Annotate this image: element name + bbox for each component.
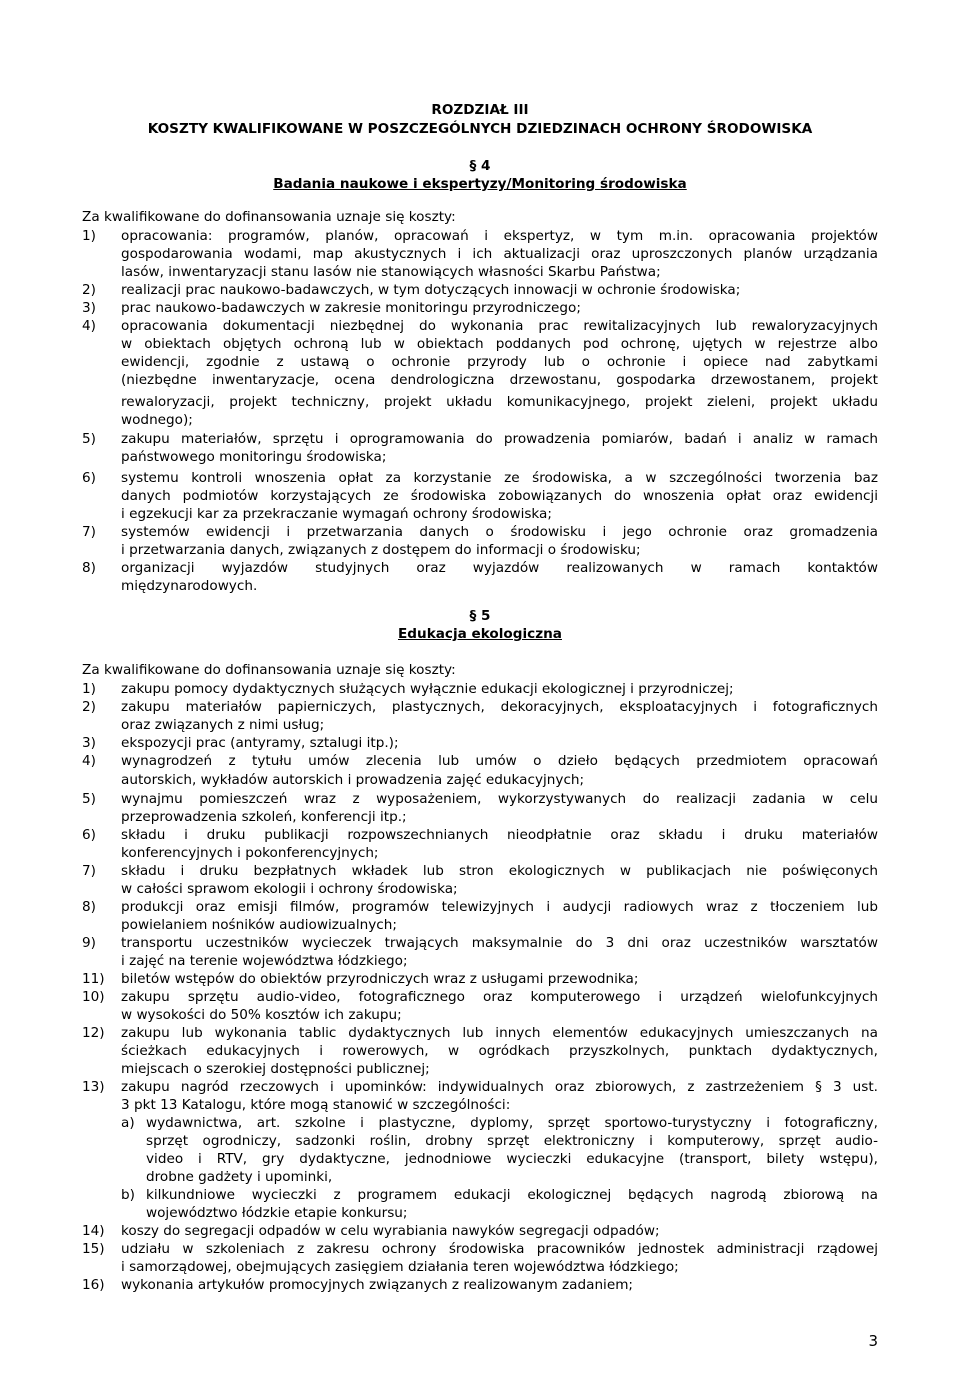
item-line: zakupu materiałów, sprzętu i oprogramowania do prowadzenia pomiarów, badań i analiz w ramach	[121, 431, 878, 447]
item-line: biletów wstępów do obiektów przyrodniczych wraz z usługami przewodnika;	[121, 971, 639, 987]
item-line: w obiektach objętych ochroną lub w obiektach poddanych pod ochronę, ujętych w rejestrze albo	[121, 336, 878, 352]
item-line: konferencyjnych i pokonferencyjnych;	[121, 845, 379, 861]
subitem-line: województwo łódzkie etapie konkursu;	[146, 1205, 408, 1221]
item-line: zakupu lub wykonania tablic dydaktycznych lub innych elementów edukacyjnych umieszczanych na	[121, 1025, 878, 1041]
item-number: 14)	[82, 1223, 105, 1239]
item-line: państwowego monitoringu środowiska;	[121, 449, 387, 465]
item-number: 5)	[82, 431, 96, 447]
section-4-intro: Za kwalifikowane do dofinansowania uznaje się koszty:	[82, 209, 456, 225]
item-line: opracowania: programów, planów, opracowań i ekspertyz, w tym m.in. opracowania projektów	[121, 228, 878, 244]
item-number: 13)	[82, 1079, 105, 1095]
item-line: w wysokości do 50% kosztów ich zakupu;	[121, 1007, 402, 1023]
item-line: danych podmiotów korzystających ze środowiska zobowiązanych do wnoszenia opłat oraz ewidencji	[121, 488, 878, 504]
item-number: 3)	[82, 735, 96, 751]
item-line: autorskich, wykładów autorskich i prowadzenia zajęć edukacyjnych;	[121, 772, 585, 788]
item-number: 8)	[82, 560, 96, 576]
item-line: miejscach o szerokiej dostępności publicznej;	[121, 1061, 430, 1077]
item-line: zakupu materiałów papierniczych, plastycznych, dekoracyjnych, eksploatacyjnych i fotograficznych	[121, 699, 878, 715]
item-line: opracowania dokumentacji niezbędnej do wykonania prac rewitalizacyjnych lub rewaloryzacyjnych	[121, 318, 878, 334]
item-number: 1)	[82, 681, 96, 697]
item-line: i zajęć na terenie województwa łódzkiego;	[121, 953, 408, 969]
item-line: zakupu sprzętu audio-video, fotograficznego oraz komputerowego i urządzeń wielofunkcyjnych	[121, 989, 878, 1005]
item-line: wynagrodzeń z tytułu umów zlecenia lub umów o dzieło będących przedmiotem opracowań	[121, 753, 878, 769]
item-number: 12)	[82, 1025, 105, 1041]
item-line: realizacji prac naukowo-badawczych, w tym dotyczących innowacji w ochronie środowiska;	[121, 282, 741, 298]
item-line: powielaniem nośników audiowizualnych;	[121, 917, 397, 933]
item-number: 3)	[82, 300, 96, 316]
subitem-line: kilkundniowe wycieczki z programem edukacji ekologicznej będących nagrodą zbiorową na	[146, 1187, 878, 1203]
item-number: 5)	[82, 791, 96, 807]
section-4-number: § 4	[469, 158, 491, 174]
item-line: i egzekucji kar za przekraczanie wymagań ochrony środowiska;	[121, 506, 552, 522]
item-line: gospodarowania wodami, map akustycznych i ich aktualizacji oraz uproszczonych planów urządzania	[121, 246, 878, 262]
item-number: 2)	[82, 282, 96, 298]
item-line: udziału w szkoleniach z zakresu ochrony środowiska pracowników jednostek administracji rządowej	[121, 1241, 878, 1257]
item-number: 6)	[82, 827, 96, 843]
item-line: prac naukowo-badawczych w zakresie monitoringu przyrodniczego;	[121, 300, 581, 316]
item-number: 7)	[82, 863, 96, 879]
item-number: 4)	[82, 753, 96, 769]
subitem-line: video i RTV, gry dydaktyczne, jednodniowe wycieczki edukacyjne (transport, bilety wstępu),	[146, 1151, 878, 1167]
item-number: 16)	[82, 1277, 105, 1293]
item-line: wynajmu pomieszczeń wraz z wyposażeniem, wykorzystywanych do realizacji zadania w celu	[121, 791, 878, 807]
item-line: wykonania artykułów promocyjnych związanych z realizowanym zadaniem;	[121, 1277, 634, 1293]
item-line: lasów, inwentaryzacji stanu lasów nie stanowiących własności Skarbu Państwa;	[121, 264, 661, 280]
item-line: produkcji oraz emisji filmów, programów telewizyjnych i audycji radiowych wraz z tłoczeniem lub	[121, 899, 878, 915]
section-5-number: § 5	[469, 608, 491, 624]
item-number: 6)	[82, 470, 96, 486]
chapter-title: ROZDZIAŁ III	[431, 102, 529, 118]
item-line: rewaloryzacji, projekt techniczny, projekt układu komunikacyjnego, projekt zieleni, projekt układu	[121, 394, 878, 410]
subitem-line: wydawnictwa, art. szkolne i plastyczne, dyplomy, sprzęt sportowo-turystyczny i fotograficzny,	[146, 1115, 878, 1131]
item-number: 2)	[82, 699, 96, 715]
item-line: oraz związanych z nimi usług;	[121, 717, 325, 733]
item-line: organizacji wyjazdów studyjnych oraz wyjazdów realizowanych w ramach kontaktów	[121, 560, 878, 576]
page-number: 3	[868, 1332, 878, 1350]
subitem-line: drobne gadżety i upominki,	[146, 1169, 333, 1185]
item-line: i samorządowej, obejmujących zasięgiem działania teren województwa łódzkiego;	[121, 1259, 679, 1275]
item-number: 4)	[82, 318, 96, 334]
item-number: 8)	[82, 899, 96, 915]
item-line: 3 pkt 13 Katalogu, które mogą stanowić w szczególności:	[121, 1097, 511, 1113]
item-line: koszy do segregacji odpadów w celu wyrabiania nawyków segregacji odpadów;	[121, 1223, 660, 1239]
subitem-letter: b)	[121, 1187, 135, 1203]
item-number: 11)	[82, 971, 105, 987]
chapter-subtitle: KOSZTY KWALIFIKOWANE W POSZCZEGÓLNYCH DZIEDZINACH OCHRONY ŚRODOWISKA	[147, 121, 813, 137]
item-line: w całości sprawom ekologii i ochrony środowiska;	[121, 881, 458, 897]
item-line: i przetwarzania danych, związanych z dostępem do informacji o środowisku;	[121, 542, 641, 558]
section-4-title: Badania naukowe i ekspertyzy/Monitoring środowiska	[273, 176, 687, 192]
section-5-intro: Za kwalifikowane do dofinansowania uznaje się koszty:	[82, 662, 456, 678]
item-line: ewidencji, zgodnie z ustawą o ochronie przyrody lub o ochronie i opiece nad zabytkami	[121, 354, 878, 370]
item-number: 9)	[82, 935, 96, 951]
item-line: systemów ewidencji i przetwarzania danych o środowisku i jego ochronie oraz gromadzenia	[121, 524, 878, 540]
item-line: międzynarodowych.	[121, 578, 258, 594]
item-line: zakupu pomocy dydaktycznych służących wyłącznie edukacji ekologicznej i przyrodniczej;	[121, 681, 734, 697]
item-line: wodnego);	[121, 412, 193, 428]
item-line: składu i druku bezpłatnych wkładek lub stron ekologicznych w publikacjach nie poświęconych	[121, 863, 878, 879]
item-line: ścieżkach edukacyjnych i rowerowych, w ogródkach przyszkolnych, punktach dydaktycznych,	[121, 1043, 878, 1059]
item-line: przeprowadzenia szkoleń, konferencji itp.;	[121, 809, 407, 825]
item-line: składu i druku publikacji rozpowszechnianych nieodpłatnie oraz składu i druku materiałów	[121, 827, 878, 843]
item-number: 10)	[82, 989, 105, 1005]
item-line: transportu uczestników wycieczek trwających maksymalnie do 3 dni oraz uczestników warsztatów	[121, 935, 878, 951]
item-number: 1)	[82, 228, 96, 244]
subitem-letter: a)	[121, 1115, 135, 1131]
item-line: (niezbędne inwentaryzacje, ocena dendrologiczna drzewostanu, gospodarka drzewostanem, projekt	[121, 372, 878, 388]
item-number: 15)	[82, 1241, 105, 1257]
subitem-line: sprzęt ogrodniczy, sadzonki roślin, drobny sprzęt elektroniczny i komputerowy, sprzęt audio-	[146, 1133, 878, 1149]
section-5-title: Edukacja ekologiczna	[398, 626, 562, 642]
item-line: ekspozycji prac (antyramy, sztalugi itp.);	[121, 735, 399, 751]
item-line: zakupu nagród rzeczowych i upominków: indywidualnych oraz zbiorowych, z zastrzeżeniem § 3 ust.	[121, 1079, 878, 1095]
item-line: systemu kontroli wnoszenia opłat za korzystanie ze środowiska, a w szczególności tworzenia baz	[121, 470, 878, 486]
item-number: 7)	[82, 524, 96, 540]
